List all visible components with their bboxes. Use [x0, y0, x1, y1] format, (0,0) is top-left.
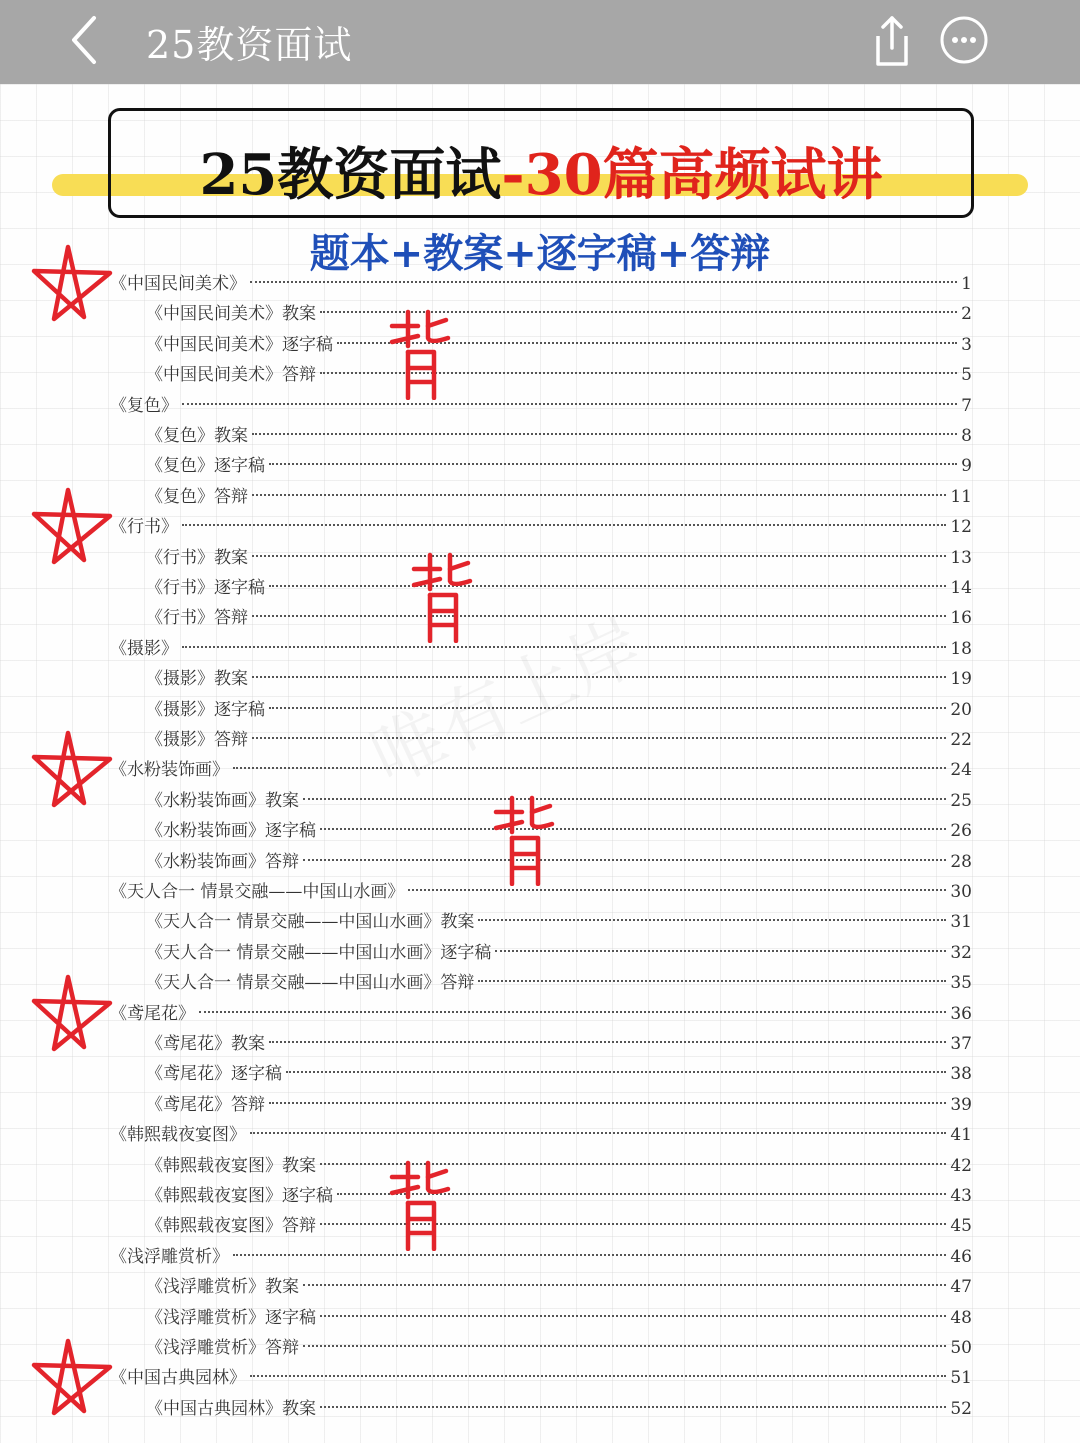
toc-subsection-row[interactable] — [146, 1394, 972, 1424]
toc-label: 《行书》逐字稿 — [146, 578, 265, 598]
toc-subsection-row[interactable] — [146, 1151, 972, 1181]
toc-page-number: 1 — [961, 274, 972, 294]
toc-leader-dots — [250, 281, 957, 283]
toc-label: 《行书》答辩 — [146, 608, 248, 629]
toc-leader-dots — [320, 372, 957, 374]
toc-label: 《鸢尾花》逐字稿 — [146, 1064, 282, 1085]
toc-leader-dots — [303, 1345, 946, 1347]
toc-leader-dots — [320, 1315, 946, 1317]
toc-page-number: 7 — [961, 395, 972, 416]
toc-page-number: 46 — [950, 1246, 972, 1267]
document-title — [111, 131, 971, 211]
toc-page-number: 51 — [950, 1368, 972, 1389]
toc-page-number: 35 — [950, 973, 972, 994]
toc-leader-dots — [182, 646, 946, 648]
toc-subsection-row[interactable] — [146, 299, 972, 329]
title-box — [108, 108, 974, 218]
toc-label: 《中国民间美术》教案 — [146, 304, 316, 325]
toc-leader-dots — [269, 1041, 946, 1043]
toc-page-number: 30 — [950, 882, 972, 902]
toc-section-row[interactable] — [110, 269, 972, 299]
toc-leader-dots — [320, 311, 957, 313]
toc-page-number: 14 — [950, 578, 972, 598]
toc-page-number: 31 — [950, 912, 972, 933]
share-icon[interactable] — [868, 12, 916, 70]
toc-label: 《韩熙载夜宴图》答辩 — [146, 1216, 316, 1237]
document-subtitle: 题本+教案+逐字稿+答辩 — [309, 231, 771, 277]
toc-page-number: 16 — [950, 608, 972, 629]
toc-page-number: 26 — [950, 821, 972, 842]
toc-subsection-row[interactable] — [146, 695, 972, 725]
toc-label: 《浅浮雕赏析》逐字稿 — [146, 1307, 316, 1328]
toc-label: 《复色》教案 — [146, 426, 248, 446]
toc-section-row[interactable] — [110, 999, 972, 1029]
app-title: 25教资面试 — [146, 23, 353, 67]
toc-label: 《水粉装饰画》答辩 — [146, 851, 299, 872]
toc-leader-dots — [320, 828, 946, 830]
toc-page-number: 45 — [950, 1216, 972, 1237]
toc-leader-dots — [252, 555, 946, 557]
toc-label: 《韩熙载夜宴图》逐字稿 — [146, 1186, 333, 1206]
toc-subsection-row[interactable] — [146, 1090, 972, 1120]
red-star-mark-icon — [24, 1335, 114, 1419]
toc-leader-dots — [303, 798, 946, 800]
toc-subsection-row[interactable] — [146, 664, 972, 694]
toc-page-number: 12 — [950, 517, 972, 538]
toc-label: 《中国民间美术》 — [110, 274, 246, 294]
toc-label: 《鸢尾花》教案 — [146, 1034, 265, 1054]
toc-page-number: 36 — [950, 1003, 972, 1024]
toc-label: 《鸢尾花》答辩 — [146, 1094, 265, 1115]
toc-page-number: 13 — [950, 547, 972, 568]
toc-leader-dots — [269, 585, 946, 587]
toc-label: 《中国民间美术》逐字稿 — [146, 334, 333, 355]
toc-leader-dots — [252, 676, 946, 678]
toc-subsection-row[interactable] — [146, 1181, 972, 1211]
toc-page-number: 11 — [950, 486, 972, 507]
toc-page-number: 20 — [950, 699, 972, 720]
toc-section-row[interactable] — [110, 512, 972, 542]
toc-page-number: 42 — [950, 1155, 972, 1176]
toc-leader-dots — [320, 1163, 946, 1165]
toc-label: 《复色》 — [110, 395, 178, 416]
toc-leader-dots — [478, 919, 946, 921]
toc-page-number: 43 — [950, 1186, 972, 1206]
toc-leader-dots — [252, 494, 946, 496]
toc-subsection-row[interactable] — [146, 1333, 972, 1363]
toc-leader-dots — [269, 1102, 946, 1104]
toc-page-number: 48 — [950, 1307, 972, 1328]
toc-leader-dots — [286, 1071, 946, 1073]
toc-subsection-row[interactable] — [146, 330, 972, 360]
toc-page-number: 3 — [961, 334, 972, 355]
toc-page-number: 50 — [950, 1338, 972, 1358]
toc-leader-dots — [303, 1284, 946, 1286]
toc-leader-dots — [303, 859, 946, 861]
toc-section-row[interactable] — [110, 1242, 972, 1272]
toc-subsection-row[interactable] — [146, 938, 972, 968]
toc-page-number: 9 — [961, 456, 972, 477]
toc-page-number: 24 — [950, 760, 972, 781]
toc-section-row[interactable] — [110, 391, 972, 421]
toc-leader-dots — [269, 707, 946, 709]
toc-label: 《复色》答辩 — [146, 486, 248, 507]
toc-label: 《复色》逐字稿 — [146, 456, 265, 477]
toc-section-row[interactable] — [110, 634, 972, 664]
toc-subsection-row[interactable] — [146, 847, 972, 877]
toc-subsection-row[interactable] — [146, 451, 972, 481]
toc-leader-dots — [182, 524, 946, 526]
toc-label: 《天人合一 情景交融——中国山水画》 — [110, 882, 405, 902]
toc-subsection-row[interactable] — [146, 725, 972, 755]
toc-subsection-row[interactable] — [146, 573, 972, 603]
toc-section-row[interactable] — [110, 1120, 972, 1150]
toc-section-row[interactable] — [110, 877, 972, 907]
toc-subsection-row[interactable] — [146, 1303, 972, 1333]
toc-section-row[interactable] — [110, 1363, 972, 1393]
toc-label: 《行书》教案 — [146, 547, 248, 568]
toc-subsection-row[interactable] — [146, 421, 972, 451]
toc-page-number: 19 — [950, 669, 972, 690]
more-icon[interactable] — [938, 14, 990, 66]
toc-subsection-row[interactable] — [146, 786, 972, 816]
toc-page-number: 32 — [950, 942, 972, 963]
document-page — [0, 84, 1080, 1443]
toc-leader-dots — [337, 342, 957, 344]
toc-subsection-row[interactable] — [146, 482, 972, 512]
toc-subsection-row[interactable] — [146, 543, 972, 573]
toc-page-number: 41 — [950, 1125, 972, 1146]
toc-page-number: 8 — [961, 426, 972, 446]
toc-label: 《水粉装饰画》逐字稿 — [146, 821, 316, 842]
toc-page-number: 2 — [961, 304, 972, 325]
toc-label: 《天人合一 情景交融——中国山水画》答辩 — [146, 973, 475, 994]
toc-leader-dots — [252, 615, 946, 617]
toc-leader-dots — [233, 767, 946, 769]
toc-page-number: 47 — [950, 1277, 972, 1298]
toc-page-number: 39 — [950, 1094, 972, 1115]
toc-section-row[interactable] — [110, 755, 972, 785]
toc-leader-dots — [250, 1375, 946, 1377]
back-chevron-icon[interactable] — [60, 12, 110, 68]
toc-page-number: 52 — [950, 1398, 972, 1419]
toc-page-number: 38 — [950, 1064, 972, 1085]
toc-leader-dots — [408, 889, 946, 891]
watermark: 唯有上岸 — [358, 602, 655, 801]
toc-subsection-row[interactable] — [146, 968, 972, 998]
toc-leader-dots — [252, 433, 957, 435]
toc-subsection-row[interactable] — [146, 360, 972, 390]
toc-page-number: 28 — [950, 851, 972, 872]
toc-page-number: 25 — [950, 790, 972, 811]
toc-subsection-row[interactable] — [146, 1059, 972, 1089]
toc-label: 《摄影》逐字稿 — [146, 699, 265, 720]
red-star-mark-icon — [24, 971, 114, 1055]
toc-leader-dots — [233, 1254, 946, 1256]
toc-label: 《水粉装饰画》教案 — [146, 790, 299, 811]
toc-label: 《天人合一 情景交融——中国山水画》逐字稿 — [146, 942, 492, 963]
toc-label: 《韩熙载夜宴图》 — [110, 1125, 246, 1146]
toc-label: 《天人合一 情景交融——中国山水画》教案 — [146, 912, 475, 933]
toc-leader-dots — [320, 1406, 946, 1408]
top-app-bar — [0, 0, 1080, 84]
toc-subsection-row[interactable] — [146, 1272, 972, 1302]
toc-page-number: 37 — [950, 1034, 972, 1054]
toc-leader-dots — [182, 403, 957, 405]
toc-label: 《中国古典园林》 — [110, 1368, 246, 1389]
toc-label: 《水粉装饰画》 — [110, 760, 229, 781]
toc-label: 《摄影》 — [110, 638, 178, 659]
red-star-mark-icon — [24, 727, 114, 811]
toc-label: 《行书》 — [110, 517, 178, 538]
toc-subsection-row[interactable] — [146, 816, 972, 846]
toc-leader-dots — [250, 1132, 946, 1134]
toc-page-number: 18 — [950, 638, 972, 659]
toc-leader-dots — [199, 1011, 946, 1013]
toc-leader-dots — [320, 1223, 946, 1225]
toc-label: 《摄影》答辩 — [146, 730, 248, 750]
toc-label: 《浅浮雕赏析》 — [110, 1246, 229, 1267]
toc-label: 《鸢尾花》 — [110, 1003, 195, 1024]
title-accent: -30篇高频试讲 — [501, 142, 883, 208]
toc-leader-dots — [269, 463, 957, 465]
title-main: 25教资面试 — [199, 142, 502, 208]
toc-subsection-row[interactable] — [146, 1029, 972, 1059]
toc-label: 《浅浮雕赏析》教案 — [146, 1277, 299, 1298]
toc-label: 《韩熙载夜宴图》教案 — [146, 1155, 316, 1176]
toc-label: 《浅浮雕赏析》答辩 — [146, 1338, 299, 1358]
toc-subsection-row[interactable] — [146, 603, 972, 633]
toc-page-number: 22 — [950, 730, 972, 750]
toc-leader-dots — [495, 950, 946, 952]
toc-leader-dots — [337, 1193, 946, 1195]
toc-label: 《中国民间美术》答辩 — [146, 365, 316, 386]
red-star-mark-icon — [24, 484, 114, 568]
toc-label: 《中国古典园林》教案 — [146, 1398, 316, 1419]
toc-subsection-row[interactable] — [146, 907, 972, 937]
toc-page-number: 5 — [961, 365, 972, 386]
toc-leader-dots — [252, 737, 946, 739]
toc-leader-dots — [478, 980, 946, 982]
toc-label: 《摄影》教案 — [146, 669, 248, 690]
toc-subsection-row[interactable] — [146, 1211, 972, 1241]
